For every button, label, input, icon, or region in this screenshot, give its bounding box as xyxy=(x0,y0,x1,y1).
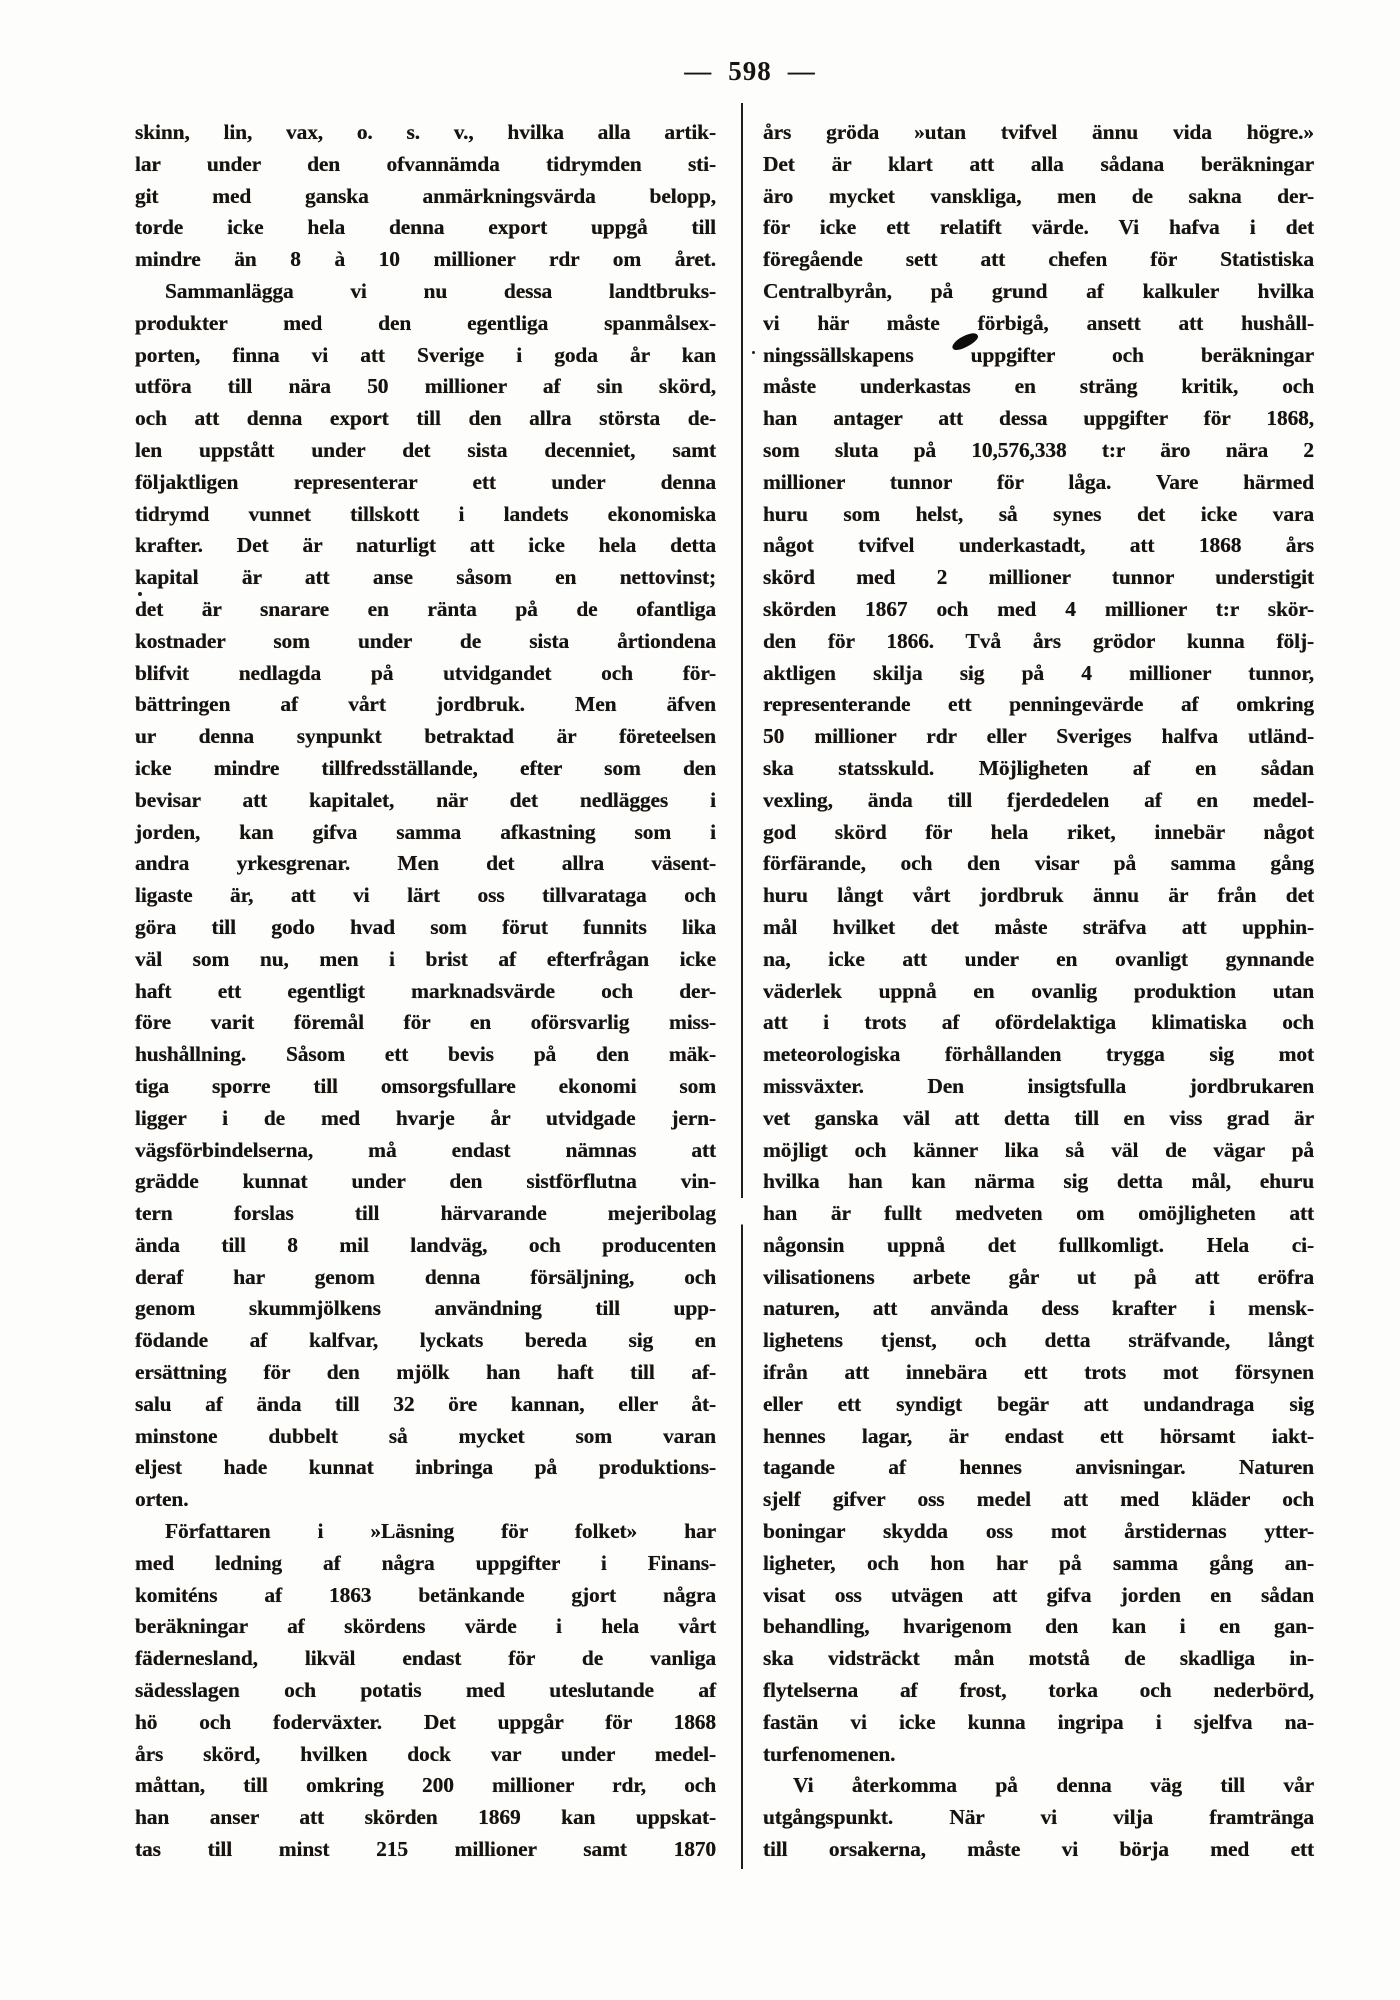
text-line: som sluta på 10,576,338 t:r äro nära 2 xyxy=(763,437,1314,462)
text-line: förfärande, och den visar på samma gång xyxy=(763,851,1314,876)
text-line: ligaste är, att vi lärt oss tillvarataga och xyxy=(135,883,716,908)
text-line: ersättning för den mjölk han haft till af- xyxy=(135,1360,716,1385)
text-line: len uppstått under det sista decenniet, samt xyxy=(135,437,716,462)
text-line: krafter. Det är naturligt att icke hela detta xyxy=(135,533,716,558)
text-line: det är snarare en ränta på de ofantliga xyxy=(135,596,716,621)
text-line: boningar skydda oss mot årstidernas ytter- xyxy=(763,1519,1314,1544)
text-line: millioner tunnor för låga. Vare härmed xyxy=(763,469,1314,494)
text-line: icke mindre tillfredsställande, efter som den xyxy=(135,755,716,780)
text-line: eller ett syndigt begär att undandraga sig xyxy=(763,1391,1314,1416)
text-line: vet ganska väl att detta till en viss grad är xyxy=(763,1105,1314,1130)
text-line: med ledning af några uppgifter i Finans- xyxy=(135,1550,716,1575)
text-line: och att denna export till den allra största de- xyxy=(135,406,716,431)
text-line: turfenomenen. xyxy=(763,1741,896,1766)
text-line: ligheter, och hon har på samma gång an- xyxy=(763,1550,1314,1575)
text-line: kapital är att anse såsom en nettovinst; xyxy=(135,565,716,590)
text-line: väderlek uppnå en ovanlig produktion utan xyxy=(763,978,1314,1003)
text-line: Centralbyrån, på grund af kalkuler hvilka xyxy=(763,278,1314,303)
text-line: skörden 1867 och med 4 millioner t:r skör- xyxy=(763,596,1314,621)
text-line: sjelf gifver oss medel att med kläder och xyxy=(763,1487,1314,1512)
text-line: aktligen skilja sig på 4 millioner tunnor, xyxy=(763,660,1314,685)
text-line: eljest hade kunnat inbringa på produktions- xyxy=(135,1455,716,1480)
text-line: god skörd för hela riket, innebär något xyxy=(763,819,1314,844)
text-line: vägsförbindelserna, må endast nämnas att xyxy=(135,1137,716,1162)
text-line: års gröda »utan tvifvel ännu vida högre.» xyxy=(763,120,1314,144)
text-line: blifvit nedlagda på utvidgandet och för- xyxy=(135,660,716,685)
text-line: representerande ett penningevärde af omkring xyxy=(763,692,1314,717)
text-line: hö och foderväxter. Det uppgår för 1868 xyxy=(135,1709,716,1734)
text-line: porten, finna vi att Sverige i goda år kan xyxy=(135,342,716,367)
text-line: bättringen af vårt jordbruk. Men äfven xyxy=(135,692,716,717)
text-line: hennes lagar, är endast ett hörsamt iakt- xyxy=(763,1423,1314,1448)
text-line: kostnader som under de sista årtiondena xyxy=(135,628,716,653)
page-header xyxy=(400,56,1100,87)
print-speck xyxy=(138,592,142,596)
text-line: git med ganska anmärkningsvärda belopp, xyxy=(135,183,716,208)
text-line: huru långt vårt jordbruk ännu är från det xyxy=(763,883,1314,908)
text-line: sädesslagen och potatis med uteslutande af xyxy=(135,1678,716,1703)
text-column-right xyxy=(763,117,1314,1866)
text-line: mål hvilket det måste sträfva att upphin- xyxy=(763,914,1314,939)
text-line: ningssällskapens uppgifter och beräkningar xyxy=(763,342,1314,367)
text-line: orten. xyxy=(135,1487,189,1512)
text-line: haft ett egentligt marknadsvärde och der- xyxy=(135,978,716,1003)
text-line: för icke ett relatift värde. Vi hafva i det xyxy=(763,215,1314,240)
text-line: ifrån att innebära ett trots mot försynen xyxy=(763,1360,1314,1385)
text-line: behandling, hvarigenom den kan i en gan- xyxy=(763,1614,1314,1639)
text-line: tidrymd vunnet tillskott i landets ekonomiska xyxy=(135,501,716,526)
text-line: ända till 8 mil landväg, och producenten xyxy=(135,1232,716,1257)
text-line: missväxter. Den insigtsfulla jordbrukaren xyxy=(763,1073,1314,1098)
text-line: han är fullt medveten om omöjligheten att xyxy=(763,1201,1314,1226)
text-line: 50 millioner rdr eller Sveriges halfva utländ- xyxy=(763,724,1314,749)
text-line: salu af ända till 32 öre kannan, eller åt- xyxy=(135,1391,716,1416)
text-line: tiga sporre till omsorgsfullare ekonomi som xyxy=(135,1073,716,1098)
text-line: tagande af hennes anvisningar. Naturen xyxy=(763,1455,1314,1480)
text-line: utgångspunkt. När vi vilja framtränga xyxy=(763,1805,1314,1830)
text-line: Vi återkomma på denna väg till vår xyxy=(793,1773,1314,1798)
text-line: deraf har genom denna försäljning, och xyxy=(135,1264,716,1289)
text-line: tas till minst 215 millioner samt 1870 xyxy=(135,1837,716,1862)
text-line: lighetens tjenst, och detta sträfvande, långt xyxy=(763,1328,1314,1353)
text-line: ska vidsträckt mån motstå de skadliga in- xyxy=(763,1646,1314,1671)
text-line: hushållning. Såsom ett bevis på den mäk- xyxy=(135,1042,716,1067)
text-line: skinn, lin, vax, o. s. v., hvilka alla artik- xyxy=(135,120,716,144)
text-line: fastän vi icke kunna ingripa i sjelfva na- xyxy=(763,1709,1314,1734)
text-line: jorden, kan gifva samma afkastning som i xyxy=(135,819,716,844)
text-line: väl som nu, men i brist af efterfrågan icke xyxy=(135,946,716,971)
text-line: vilisationens arbete går ut på att eröfra xyxy=(763,1264,1314,1289)
text-line: meteorologiska förhållanden trygga sig mot xyxy=(763,1042,1314,1067)
text-line: genom skummjölkens användning till upp- xyxy=(135,1296,716,1321)
text-line: utföra till nära 50 millioner af sin skörd, xyxy=(135,374,716,399)
text-line: Författaren i »Läsning för folket» har xyxy=(165,1519,716,1544)
text-column-left xyxy=(135,117,716,1866)
text-line: na, icke att under en ovanligt gynnande xyxy=(763,946,1314,971)
text-line: måttan, till omkring 200 millioner rdr, och xyxy=(135,1773,716,1798)
text-line: äro mycket vanskliga, men de sakna der- xyxy=(763,183,1314,208)
text-line: måste underkastas en sträng kritik, och xyxy=(763,374,1314,399)
page-number: 598 xyxy=(728,56,772,86)
text-line: minstone dubbelt så mycket som varan xyxy=(135,1423,716,1448)
text-line: fädernesland, likväl endast för de vanliga xyxy=(135,1646,716,1671)
text-line: föregående sett att chefen för Statistiska xyxy=(763,247,1314,272)
text-line: andra yrkesgrenar. Men det allra väsent- xyxy=(135,851,716,876)
text-line: hvilka han kan närma sig detta mål, ehuru xyxy=(763,1169,1314,1194)
text-line: visat oss utvägen att gifva jorden en sådan xyxy=(763,1582,1314,1607)
text-line: tern forslas till härvarande mejeribolag xyxy=(135,1201,716,1226)
text-line: vi här måste förbigå, ansett att hushåll- xyxy=(763,310,1314,335)
text-line: grädde kunnat under den sistförflutna vin- xyxy=(135,1169,716,1194)
text-line: naturen, att använda dess krafter i mensk- xyxy=(763,1296,1314,1321)
column-divider-rule xyxy=(741,103,743,1869)
text-line: att i trots af ofördelaktiga klimatiska och xyxy=(763,1010,1314,1035)
print-speck xyxy=(752,351,755,354)
text-line: följaktligen representerar ett under denna xyxy=(135,469,716,494)
text-line: bevisar att kapitalet, när det nedlägges i xyxy=(135,787,716,812)
text-line: produkter med den egentliga spanmålsex- xyxy=(135,310,716,335)
text-line: före varit föremål för en oförsvarlig miss- xyxy=(135,1010,716,1035)
text-line: ligger i de med hvarje år utvidgade jern- xyxy=(135,1105,716,1130)
text-line: års skörd, hvilken dock var under medel- xyxy=(135,1741,716,1766)
header-dash-right: — xyxy=(787,56,816,86)
text-line: någonsin uppnå det fullkomligt. Hela ci- xyxy=(763,1232,1314,1257)
text-line: torde icke hela denna export uppgå till xyxy=(135,215,716,240)
text-line: ur denna synpunkt betraktad är företeelsen xyxy=(135,724,716,749)
text-line: Det är klart att alla sådana beräkningar xyxy=(763,151,1314,176)
text-line: beräkningar af skördens värde i hela vårt xyxy=(135,1614,716,1639)
text-line: flytelserna af frost, torka och nederbörd, xyxy=(763,1678,1314,1703)
text-line: ska statsskuld. Möjligheten af en sådan xyxy=(763,755,1314,780)
header-dash-left: — xyxy=(684,56,713,86)
text-line: födande af kalfvar, lyckats bereda sig en xyxy=(135,1328,716,1353)
text-line: han anser att skörden 1869 kan uppskat- xyxy=(135,1805,716,1830)
text-line: komiténs af 1863 betänkande gjort några xyxy=(135,1582,716,1607)
text-line: vexling, ända till fjerdedelen af en medel- xyxy=(763,787,1314,812)
text-line: skörd med 2 millioner tunnor understigit xyxy=(763,565,1314,590)
text-line: han antager att dessa uppgifter för 1868, xyxy=(763,406,1314,431)
text-line: lar under den ofvannämda tidrymden sti- xyxy=(135,151,716,176)
text-line: till orsakerna, måste vi börja med ett xyxy=(763,1837,1314,1862)
text-line: göra till godo hvad som förut funnits lika xyxy=(135,914,716,939)
text-line: mindre än 8 à 10 millioner rdr om året. xyxy=(135,247,716,272)
text-line: huru som helst, så synes det icke vara xyxy=(763,501,1314,526)
text-line: den för 1866. Två års grödor kunna följ- xyxy=(763,628,1314,653)
text-line: något tvifvel underkastadt, att 1868 års xyxy=(763,533,1314,558)
text-line: möjligt och känner lika så väl de vägar på xyxy=(763,1137,1314,1162)
text-line: Sammanlägga vi nu dessa landtbruks- xyxy=(165,278,716,303)
